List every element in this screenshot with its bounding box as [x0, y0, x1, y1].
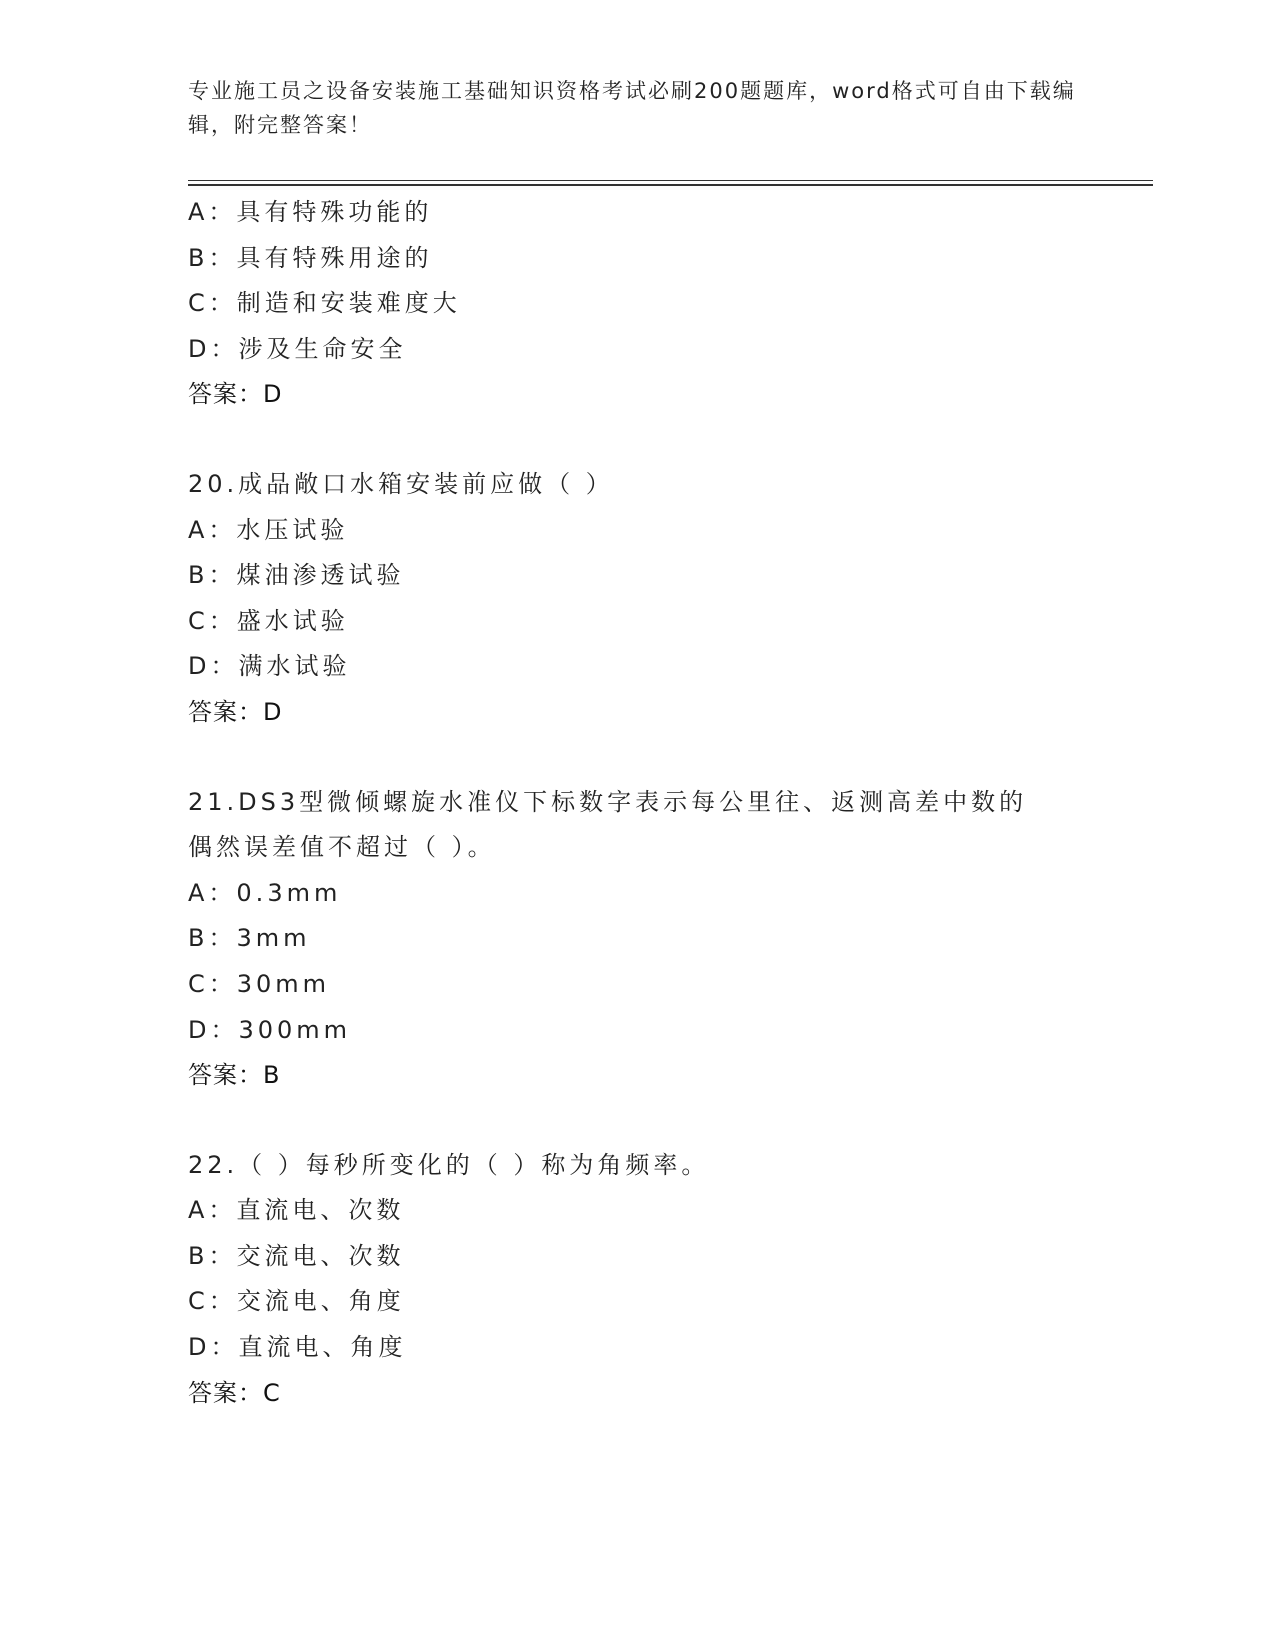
option-a: A：直流电、次数	[188, 1196, 405, 1225]
option-a: A：水压试验	[188, 515, 349, 544]
answer-label: 答案：	[188, 1378, 263, 1407]
question-20	[188, 462, 1088, 736]
answer-label: 答案：	[188, 1061, 263, 1090]
option-a: A：具有特殊功能的	[188, 198, 433, 226]
document-header: 专业施工员之设备安装施工基础知识资格考试必刷200题题库，word格式可自由下载编辑，附完整答案！	[188, 79, 1076, 137]
answer-line	[188, 1053, 1088, 1099]
answer-line	[188, 1371, 1088, 1417]
question-19-continued	[188, 190, 1088, 418]
option-d: D：满水试验	[188, 652, 351, 681]
option-c: C：交流电、角度	[188, 1287, 405, 1316]
question-21	[188, 780, 1088, 1099]
answer-label: 答案：	[188, 380, 263, 409]
answer-label: 答案：	[188, 697, 263, 726]
answer-value: B	[263, 1061, 281, 1090]
option-a: A：0.3mm	[188, 878, 342, 907]
answer-value: D	[263, 380, 283, 409]
option-b: B：具有特殊用途的	[188, 243, 433, 272]
answer-line	[188, 372, 1088, 418]
question-22	[188, 1143, 1088, 1417]
question-list	[188, 190, 1088, 1416]
question-stem: 20.成品敞口水箱安装前应做（ ）	[188, 469, 614, 498]
question-stem: 21.DS3型微倾螺旋水准仪下标数字表示每公里往、返测高差中数的偶然误差值不超过（ ）。	[188, 787, 1028, 862]
option-b: B：交流电、次数	[188, 1241, 405, 1270]
answer-line	[188, 690, 1088, 736]
option-c: C：盛水试验	[188, 606, 349, 635]
option-d: D：涉及生命安全	[188, 334, 407, 363]
option-c: C：制造和安装难度大	[188, 289, 461, 318]
header-divider-thin	[188, 180, 1153, 181]
option-c: C：30mm	[188, 969, 331, 998]
header-divider-thick	[188, 184, 1153, 186]
answer-value: D	[263, 697, 283, 726]
question-stem: 22.（ ）每秒所变化的（ ）称为角频率。	[188, 1150, 710, 1179]
answer-value: C	[263, 1378, 281, 1407]
option-b: B：煤油渗透试验	[188, 561, 405, 590]
option-d: D：直流电、角度	[188, 1333, 407, 1362]
option-d: D：300mm	[188, 1015, 352, 1044]
option-b: B：3mm	[188, 924, 311, 953]
